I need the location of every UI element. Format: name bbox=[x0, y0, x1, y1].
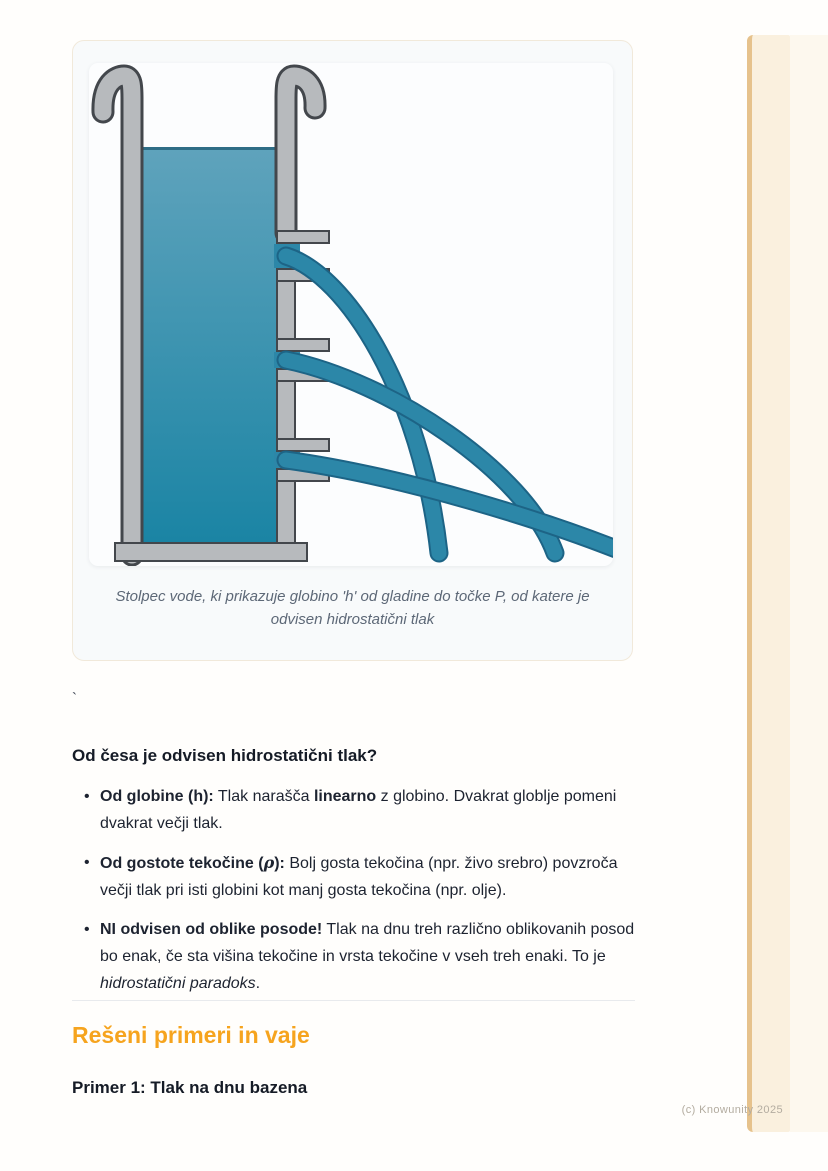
list-item: • Od globine (h): Tlak narašča linearno z globino. Dvakrat globlje pomeni dvakrat večji tlak. bbox=[72, 783, 635, 837]
vessel-left-wall bbox=[103, 76, 132, 555]
copyright-text: (c) Knowunity 2025 bbox=[681, 1104, 783, 1116]
vessel-floor bbox=[115, 543, 307, 561]
next-page-margin bbox=[790, 35, 828, 1132]
question-heading: Od česa je odvisen hidrostatični tlak? bbox=[72, 746, 378, 765]
water-body bbox=[141, 147, 279, 545]
bullet-list bbox=[72, 783, 635, 997]
section-divider bbox=[72, 1000, 635, 1001]
water-streams bbox=[286, 256, 613, 553]
next-page-edge bbox=[747, 35, 790, 1132]
vessel-right-wall bbox=[274, 76, 329, 561]
water-column-illustration bbox=[89, 63, 613, 566]
figure-card bbox=[72, 40, 633, 661]
section-heading: Rešeni primeri in vaje bbox=[72, 1022, 310, 1048]
list-item: • Od gostote tekočine (ρ): Bolj gosta tekočina (npr. živo srebro) povzroča večji tlak pri isti globini kot manj gosta tekočina (npr. olje). bbox=[72, 849, 635, 904]
figure-caption: Stolpec vode, ki prikazuje globino 'h' od gladine do točke P, od katere je odvisen hidrostatični tlak bbox=[115, 588, 590, 628]
example-heading: Primer 1: Tlak na dnu bazena bbox=[72, 1078, 308, 1097]
figure-image bbox=[89, 63, 613, 566]
list-item: • NI odvisen od oblike posode! Tlak na dnu treh različno oblikovanih posod bo enak, če sta višina tekočine in vrsta tekočine v vseh treh enaki. To je hidrostatični paradoks. bbox=[72, 916, 635, 997]
stray-backtick: ` bbox=[72, 690, 77, 707]
